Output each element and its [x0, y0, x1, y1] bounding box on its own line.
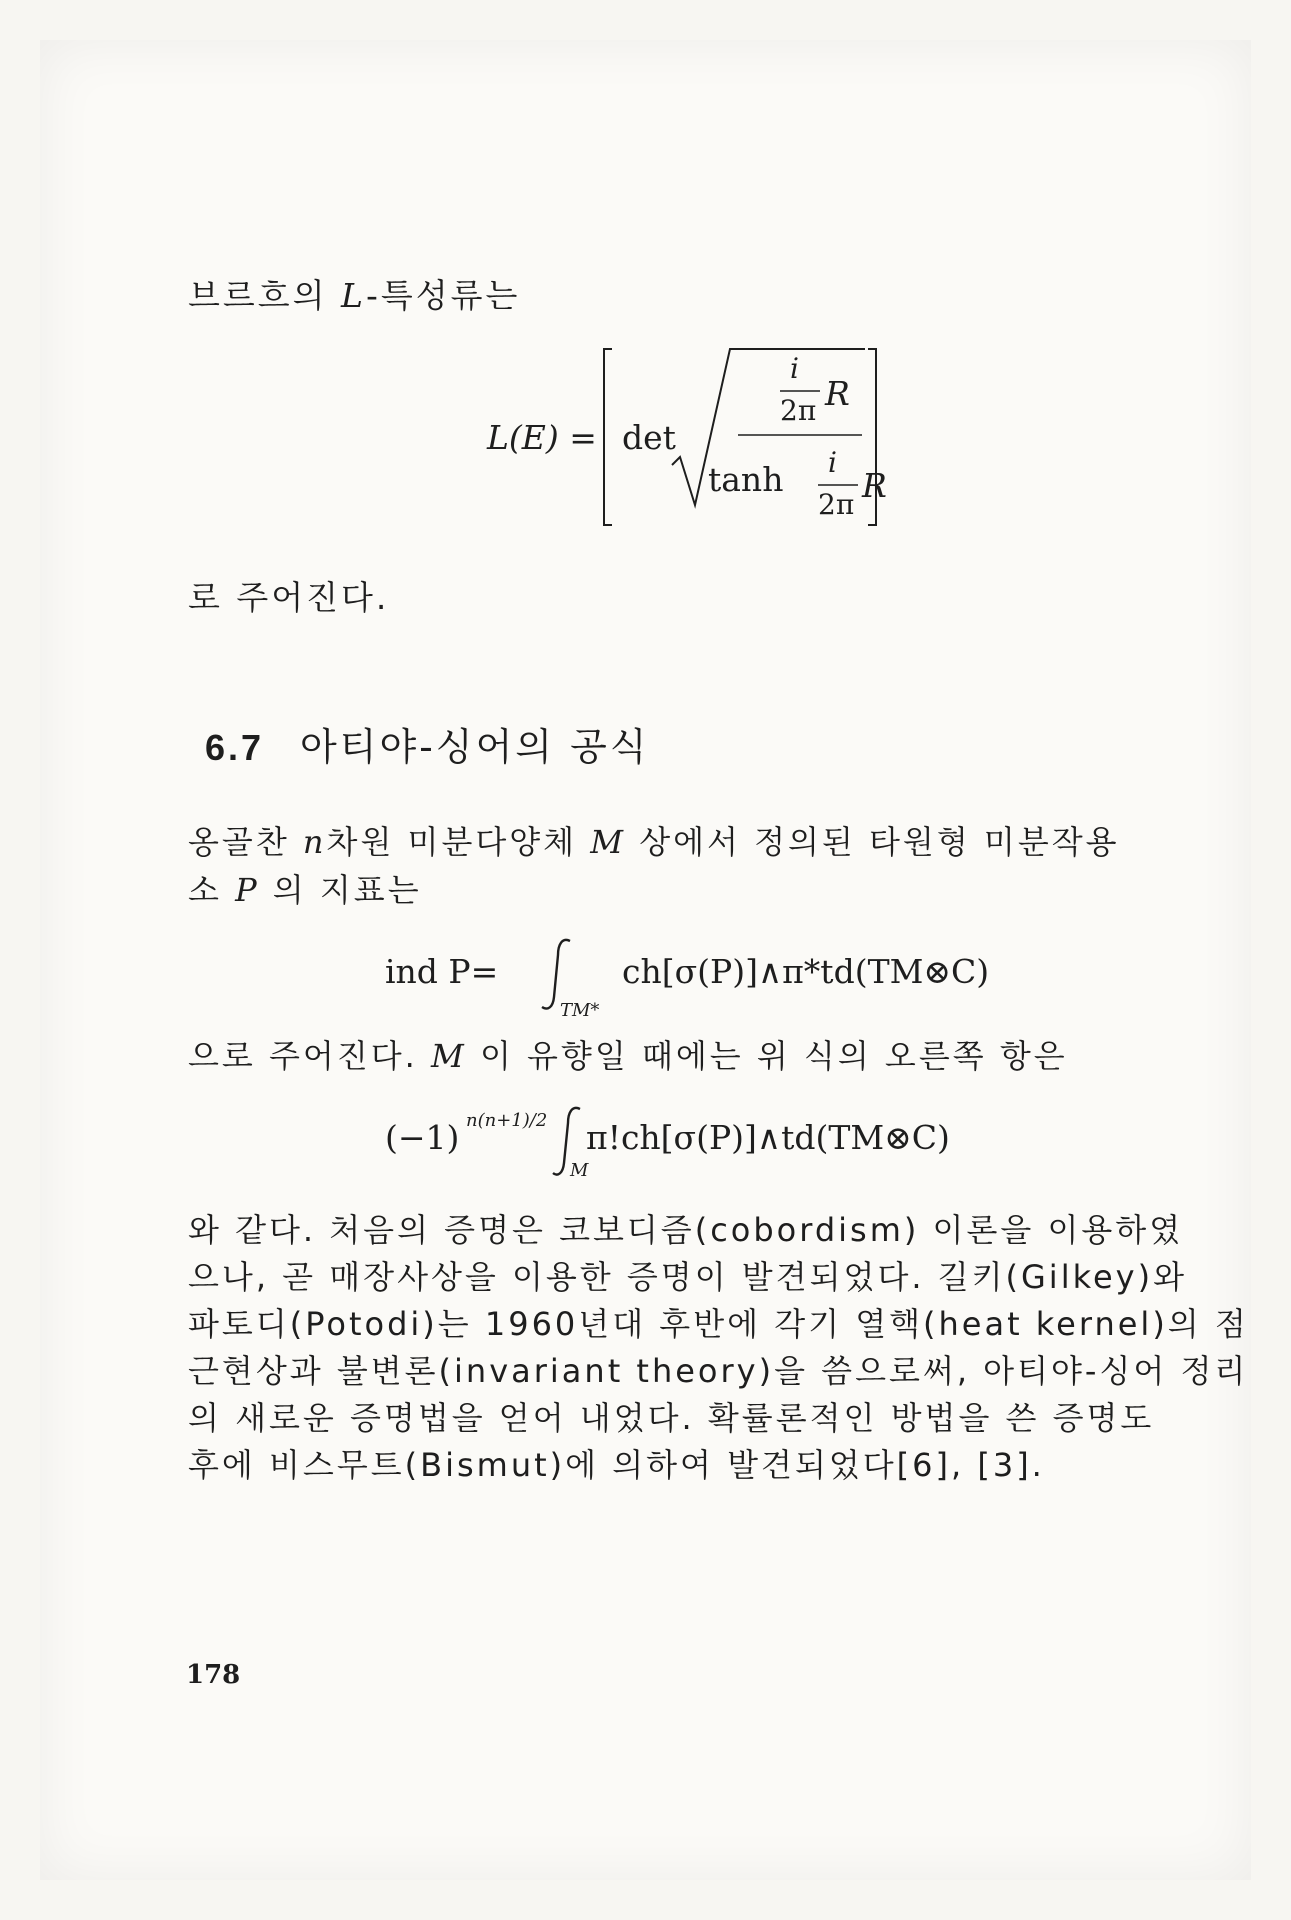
formula-LE-det: det — [622, 418, 676, 457]
para3-line5: 의 새로운 증명법을 얻어 내었다. 확률론적인 방법을 쓴 증명도 — [188, 1399, 1155, 1437]
L-symbol: L — [341, 276, 366, 315]
formula-LE-tanh: tanh — [708, 460, 784, 499]
formula-sign-base: (−1) — [385, 1118, 460, 1157]
page-number: 178 — [186, 1660, 241, 1690]
formula-LE-den-2pi: 2π — [818, 488, 855, 521]
formula-LE-num-i: i — [790, 352, 799, 385]
para3-line2: 으나, 곧 매장사상을 이용한 증명이 발견되었다. 길키(Gilkey)와 — [188, 1258, 1188, 1296]
formula-LE-num-R: R — [825, 374, 850, 413]
para3-line3: 파토디(Potodi)는 1960년대 후반에 각기 열핵(heat kernel)의 점 — [188, 1305, 1249, 1343]
formula-ind-sub: TM* — [560, 1000, 600, 1021]
formula-LE-num-2pi: 2π — [780, 394, 817, 427]
para3-line1: 와 같다. 처음의 증명은 코보디즘(cobordism) 이론을 이용하였 — [188, 1211, 1184, 1249]
para1-line2: 소 P 의 지표는 — [188, 871, 422, 909]
para3-line4: 근현상과 불변론(invariant theory)을 씀으로써, 아티야-싱어 정리 — [188, 1352, 1249, 1390]
formula-LE-den-i: i — [828, 446, 837, 479]
section-number: 6.7 — [205, 727, 265, 768]
intro-prefix: 브르흐의 — [188, 276, 342, 315]
formula-ind-body: ch[σ(P)]∧π*td(TM⊗C) — [622, 952, 990, 991]
formula-LE-den-R: R — [862, 466, 887, 505]
intro-suffix: -특성류는 — [365, 276, 521, 315]
section-title: 아티야-싱어의 공식 — [300, 725, 650, 769]
formula-sign-body: π!ch[σ(P)]∧td(TM⊗C) — [586, 1118, 950, 1157]
para2-line: 으로 주어진다. M 이 유향일 때에는 위 식의 오른쪽 항은 — [188, 1037, 1068, 1075]
para1-line1: 옹골찬 n차원 미분다양체 M 상에서 정의된 타원형 미분작용 — [188, 823, 1120, 861]
formula-sign-sub: M — [570, 1160, 589, 1181]
formula-LE-lhs: L(E) = — [487, 418, 597, 457]
formula-sign-exponent: n(n+1)/2 — [466, 1110, 548, 1131]
given-line: 로 주어진다. — [188, 578, 390, 617]
intro-line — [188, 276, 520, 316]
formula-ind: ind P= — [385, 952, 499, 991]
para3-line6: 후에 비스무트(Bismut)에 의하여 발견되었다[6], [3]. — [188, 1446, 1045, 1484]
section-heading — [205, 716, 650, 771]
